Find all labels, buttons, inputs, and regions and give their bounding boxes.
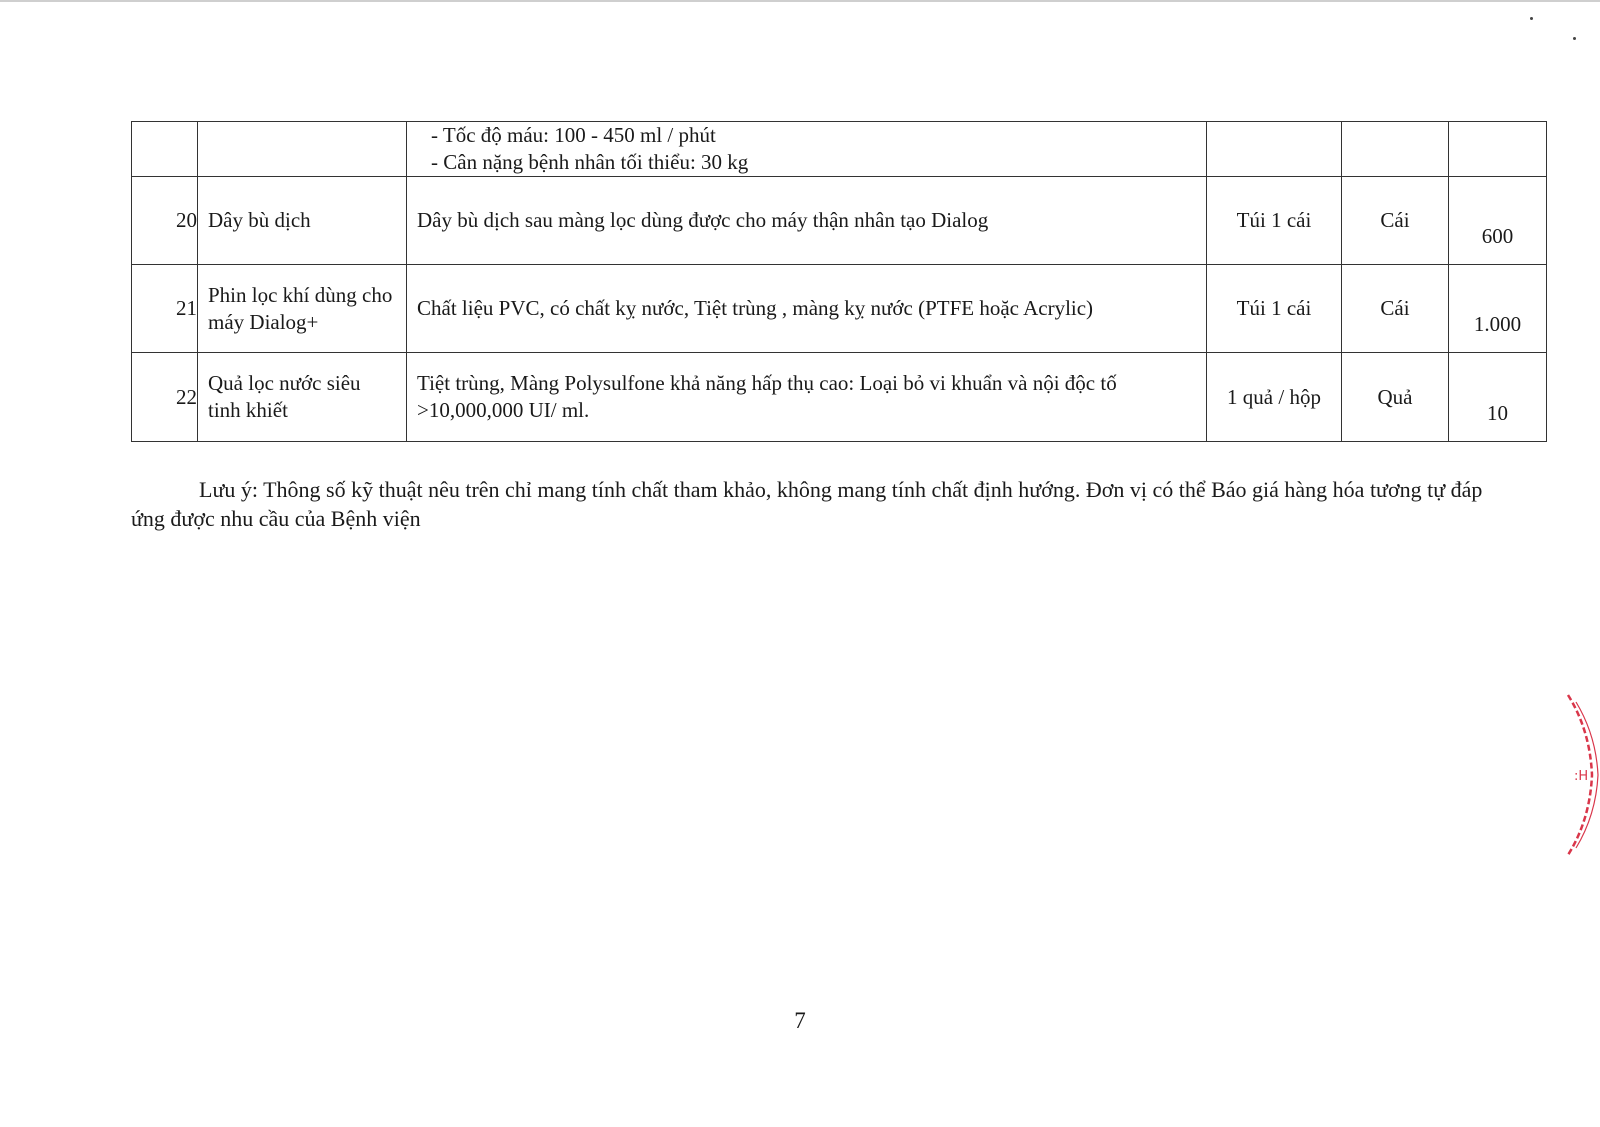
stt-cell: 20 [132, 177, 198, 265]
description-cell [407, 122, 1207, 177]
scan-speck [1530, 17, 1533, 20]
packaging-cell: Túi 1 cái [1207, 177, 1342, 265]
item-name-cell: Phin lọc khí dùng cho máy Dialog+ [198, 265, 407, 353]
stt-cell: 22 [132, 353, 198, 442]
table-row [132, 265, 1547, 353]
description-line: - Tốc độ máu: 100 - 450 ml / phút [431, 123, 716, 147]
description-cell [407, 177, 1207, 265]
description-line: Dây bù dịch sau màng lọc dùng được cho máy thận nhân tạo Dialog [417, 208, 989, 232]
item-name-cell [198, 122, 407, 177]
quantity-cell: 1.000 [1449, 265, 1547, 353]
scan-speck [1573, 37, 1576, 40]
table-row [132, 353, 1547, 442]
table-row [132, 122, 1547, 177]
packaging-cell [1207, 122, 1342, 177]
description-cell [407, 353, 1207, 442]
quantity-cell: 600 [1449, 177, 1547, 265]
note-paragraph: Lưu ý: Thông số kỹ thuật nêu trên chỉ mang tính chất tham khảo, không mang tính chất định hướng. Đơn vị có thể Báo giá hàng hóa tương tự đáp ứng được nhu cầu của Bệnh viện [131, 477, 1483, 531]
description-line: - Cân nặng bệnh nhân tối thiểu: 30 kg [431, 150, 749, 174]
description-cell [407, 265, 1207, 353]
unit-cell [1342, 122, 1449, 177]
packaging-cell: 1 quả / hộp [1207, 353, 1342, 442]
unit-cell: Quả [1342, 353, 1449, 442]
stt-cell: 21 [132, 265, 198, 353]
red-seal-stamp [1560, 690, 1600, 860]
unit-cell: Cái [1342, 265, 1449, 353]
page-top-edge [0, 0, 1600, 2]
table-row [132, 177, 1547, 265]
stamp-text: :H [1574, 769, 1589, 784]
item-name-cell: Quả lọc nước siêu tinh khiết [198, 353, 407, 442]
page-number: 7 [794, 1008, 806, 1033]
quantity-cell: 10 [1449, 353, 1547, 442]
stt-cell [132, 122, 198, 177]
unit-cell: Cái [1342, 177, 1449, 265]
quantity-cell [1449, 122, 1547, 177]
description-line: Chất liệu PVC, có chất kỵ nước, Tiệt trùng , màng kỵ nước (PTFE hoặc Acrylic) [417, 296, 1094, 320]
description-line: Tiệt trùng, Màng Polysulfone khả năng hấp thụ cao: Loại bỏ vi khuẩn và nội độc tố >10,000,000 UI/ ml. [417, 371, 1117, 422]
item-name-cell: Dây bù dịch [198, 177, 407, 265]
packaging-cell: Túi 1 cái [1207, 265, 1342, 353]
specification-table [131, 121, 1547, 442]
